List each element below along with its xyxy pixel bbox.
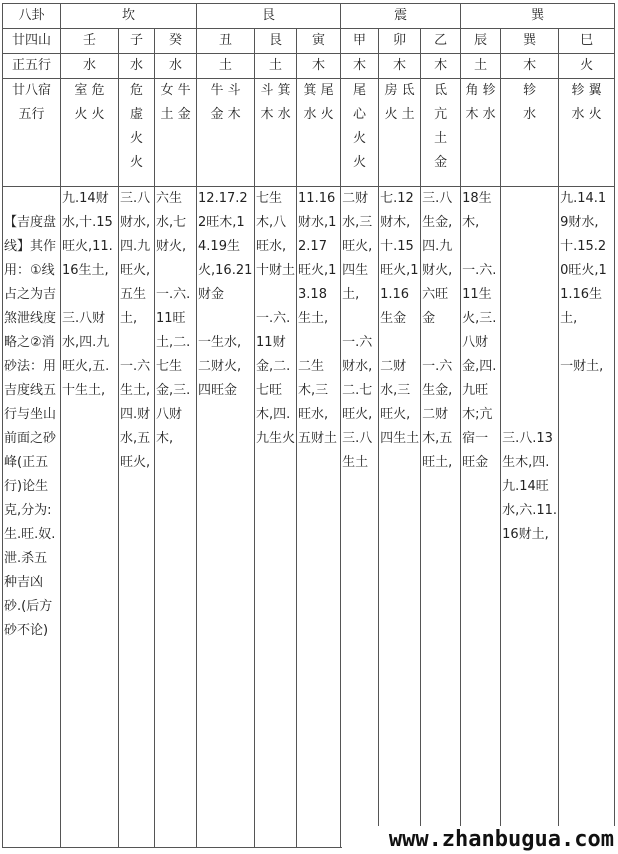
pan-cell: 七.12财木,十.15旺火,11.16生金 二财水,三旺火,四生土 — [379, 187, 421, 848]
element-cell: 土 — [255, 54, 297, 79]
pan-cell: 九.14.19财水,十.15.20旺火,11.16生土, 一财土, — [559, 187, 615, 848]
mountain-cell: 壬 — [61, 29, 119, 54]
xiu-cell: 危 虚 火 火 — [119, 79, 155, 187]
element-cell: 木 — [501, 54, 559, 79]
xiu-cell: 女 牛 土 金 — [155, 79, 197, 187]
element-cell: 土 — [461, 54, 501, 79]
trigram-xun: 巽 — [461, 4, 615, 29]
element-cell: 木 — [297, 54, 341, 79]
element-cell: 土 — [197, 54, 255, 79]
xiu-cell: 尾 心 火 火 — [341, 79, 379, 187]
xiu-label: 廿八宿 五行 — [3, 79, 61, 187]
element-cell: 火 — [559, 54, 615, 79]
trigram-gen: 艮 — [197, 4, 341, 29]
bagua-row — [3, 4, 615, 29]
mountains-label: 廿四山 — [3, 29, 61, 54]
pan-cell: 九.14财水,十.15旺火,11.16生土, 三.八财水,四.九旺火,五.十生土, — [61, 187, 119, 848]
ganzhi-table — [2, 3, 615, 848]
element-cell: 木 — [379, 54, 421, 79]
pan-cell: 三.八财水,四.九旺火,五生土, 一.六生土,四.财水,五旺火, — [119, 187, 155, 848]
xiu-cell: 牛 斗 金 木 — [197, 79, 255, 187]
xiu-cell: 箕 尾 水 火 — [297, 79, 341, 187]
pan-cell: 12.17.22旺木,14.19生火,16.21财金 一生水,二财火,四旺金 — [197, 187, 255, 848]
element-cell: 木 — [341, 54, 379, 79]
mountain-cell: 丑 — [197, 29, 255, 54]
xiu-cell: 斗 箕 木 水 — [255, 79, 297, 187]
mountains-row — [3, 29, 615, 54]
wuxing-label: 正五行 — [3, 54, 61, 79]
mountain-cell: 艮 — [255, 29, 297, 54]
trigram-zhen: 震 — [341, 4, 461, 29]
pan-cell: 三.八.13生木,四.九.14旺水,六.11.16财土, — [501, 187, 559, 848]
bagua-label: 八卦 — [3, 4, 61, 29]
mountain-cell: 癸 — [155, 29, 197, 54]
xiu-cell: 氐 亢 土 金 — [421, 79, 461, 187]
element-cell: 水 — [119, 54, 155, 79]
mountain-cell: 卯 — [379, 29, 421, 54]
pan-cell: 11.16财水,12.17旺火,13.18生土, 二生木,三旺水,五财土 — [297, 187, 341, 848]
element-cell: 水 — [61, 54, 119, 79]
mountain-cell: 子 — [119, 29, 155, 54]
mountain-cell: 甲 — [341, 29, 379, 54]
mountain-cell: 乙 — [421, 29, 461, 54]
mountain-cell: 寅 — [297, 29, 341, 54]
mountain-cell: 巳 — [559, 29, 615, 54]
xiu-cell: 角 轸 木 水 — [461, 79, 501, 187]
mountain-cell: 巽 — [501, 29, 559, 54]
xiu-cell: 房 氐 火 土 — [379, 79, 421, 187]
pan-row — [3, 187, 615, 848]
watermark-url: www.zhanbugua.com — [342, 826, 618, 854]
element-cell: 水 — [155, 54, 197, 79]
pan-cell: 六生水,七财火, 一.六.11旺土,二.七生金,三.八财木, — [155, 187, 197, 848]
xiu-cell: 轸 水 — [501, 79, 559, 187]
wuxing-row — [3, 54, 615, 79]
element-cell: 木 — [421, 54, 461, 79]
trigram-kan: 坎 — [61, 4, 197, 29]
mountain-cell: 辰 — [461, 29, 501, 54]
xiu-row — [3, 79, 615, 187]
xiu-cell: 轸 翼 水 火 — [559, 79, 615, 187]
pan-cell: 18生木, 一.六.11生火,三.八财金,四.九旺木;亢宿一旺金 — [461, 187, 501, 848]
side-note: 【吉度盘线】其作用：①线占之为吉煞泄线度略之②消砂法：用吉度线五行与坐山前面之砂峰(正五行)论生克,分为:生.旺.奴.泄.杀五种吉凶砂.(后方砂不论) — [3, 187, 61, 848]
pan-cell: 七生木,八旺水,十财土 一.六.11财金,二.七旺木,四.九生火 — [255, 187, 297, 848]
pan-cell: 三.八生金,四.九财火,六旺金 一.六生金,二财木,五旺土, — [421, 187, 461, 848]
xiu-cell: 室 危 火 火 — [61, 79, 119, 187]
pan-cell: 二财水,三旺火,四生土, 一.六财水,二.七旺火,三.八生土 — [341, 187, 379, 848]
